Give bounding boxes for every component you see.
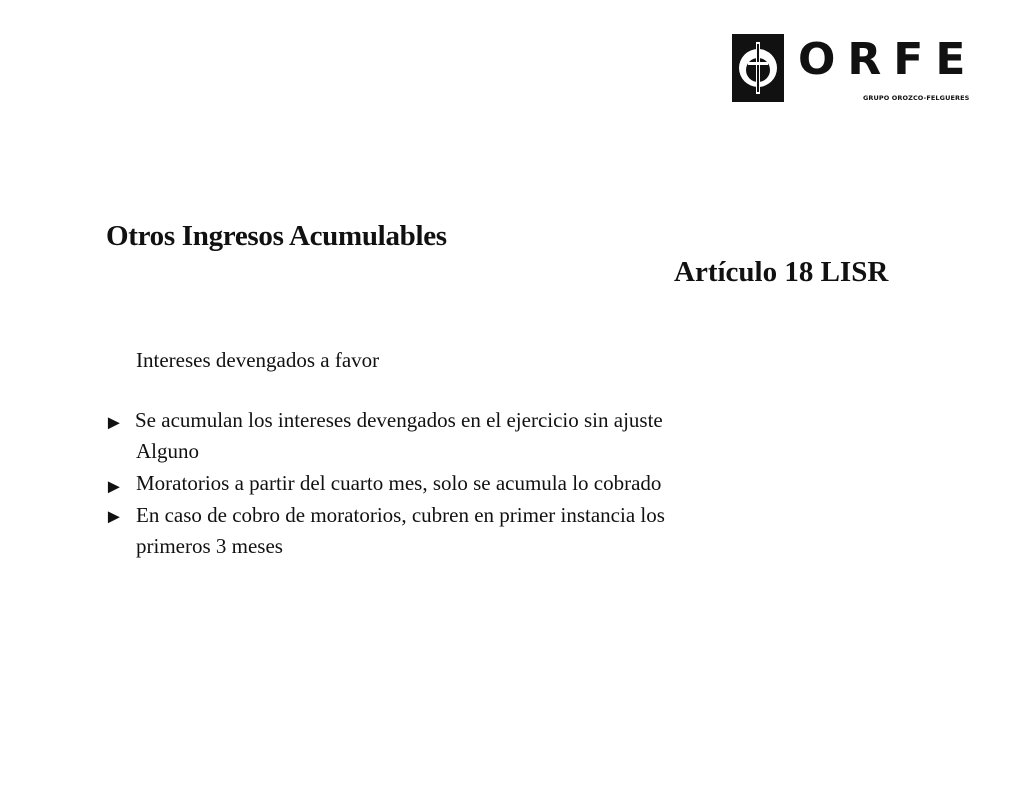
logo-tagline: GRUPO OROZCO-FELGUERES: [863, 94, 970, 102]
bullet-1-line-1: Se acumulan los intereses devengados en el ejercicio sin ajuste: [135, 408, 663, 432]
bullet-1-line-2: Alguno: [136, 439, 199, 463]
page-title: Otros Ingresos Acumulables: [106, 220, 447, 252]
orfe-logo: [732, 34, 978, 104]
logo-wordmark: ORFE: [798, 34, 978, 85]
article-reference: Artículo 18 LISR: [674, 256, 889, 288]
triangle-right-icon: ►: [104, 412, 124, 434]
bullet-2-line-1: Moratorios a partir del cuarto mes, solo se acumula lo cobrado: [136, 471, 662, 495]
bullet-3-line-2: primeros 3 meses: [136, 534, 283, 558]
phi-emblem-icon: [732, 34, 784, 102]
bullet-3-line-1: En caso de cobro de moratorios, cubren en primer instancia los: [136, 503, 665, 527]
triangle-right-icon: ►: [104, 506, 124, 528]
intro-text: Intereses devengados a favor: [136, 348, 380, 372]
triangle-right-icon: ►: [104, 476, 124, 498]
